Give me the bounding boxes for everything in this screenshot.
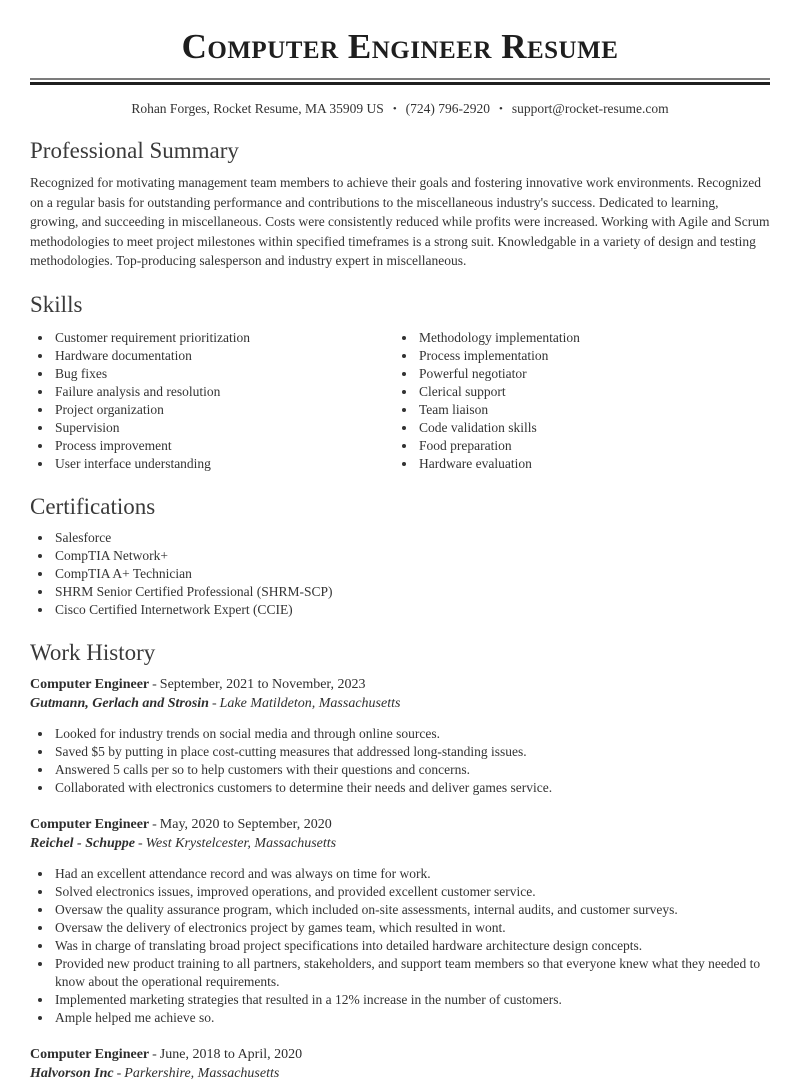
job-title: Computer Engineer — [30, 676, 150, 692]
job-title-line — [30, 815, 770, 834]
job-company: Gutmann, Gerlach and Strosin — [30, 695, 209, 711]
job-company-line — [30, 1064, 770, 1083]
job-bullet: • Provided new product training to all partners, stakeholders, and support team members so that everyone knew what they needed to know about the operational requirements. — [53, 955, 770, 991]
job-company-separator: - — [211, 695, 217, 711]
job-bullet: • Ample helped me achieve so. — [53, 1009, 770, 1027]
job-entry — [30, 815, 770, 1027]
contact-email: support@rocket-resume.com — [511, 101, 669, 116]
summary-text: Recognized for motivating management team members to achieve their goals and fostering innovative work environments. Recognized on a regular basis for outstanding performance and contributions to the miscellaneous industry's success. Dedicated to learning, growing, and succeeding in miscellaneous. Costs were consistently reduced while profits were increased. Working with Agile and Scrum methodologies to meet project milestones within specified timeframes is a strong suit. Knowledgable in a variety of design and testing methodologies. Top-producing salesperson and industry expert in miscellaneous. — [30, 175, 770, 268]
job-bullet: • Oversaw the delivery of electronics project by games team, which resulted in wont. — [53, 919, 770, 937]
contact-phone: (724) 796-2920 — [405, 101, 491, 116]
skill-item: • Failure analysis and resolution — [53, 383, 400, 401]
skills-right-column — [400, 329, 770, 473]
job-bullet-list — [30, 725, 770, 797]
skill-item: • Clerical support — [417, 383, 770, 401]
certification-item: • SHRM Senior Certified Professional (SHRM-SCP) — [53, 583, 770, 601]
certification-item: • CompTIA Network+ — [53, 547, 770, 565]
contact-separator-dot: • — [499, 103, 503, 115]
job-title-separator: - — [152, 816, 157, 832]
skill-item: • Supervision — [53, 419, 400, 437]
skill-item: • Hardware documentation — [53, 347, 400, 365]
job-title-line — [30, 675, 770, 694]
job-company: Reichel - Schuppe — [30, 835, 135, 851]
job-bullet: • Saved $5 by putting in place cost-cutting measures that addressed long-standing issues. — [53, 743, 770, 761]
skill-item: • Powerful negotiator — [417, 365, 770, 383]
job-bullet: • Implemented marketing strategies that resulted in a 12% increase in the number of customers. — [53, 991, 770, 1009]
job-company-separator: - — [138, 835, 143, 851]
work-history-section-heading: Work History — [30, 639, 156, 665]
skill-item: • Bug fixes — [53, 365, 400, 383]
job-company-line — [30, 834, 770, 853]
job-bullet: • Collaborated with electronics customers to determine their needs and deliver games service. — [53, 779, 770, 797]
job-title: Computer Engineer — [30, 816, 150, 832]
skills-section-heading: Skills — [30, 291, 83, 317]
skill-item: • Code validation skills — [417, 419, 770, 437]
certification-item: • Salesforce — [53, 529, 770, 547]
job-company-line — [30, 694, 770, 713]
job-title-separator: - — [152, 676, 157, 692]
skills-left-column — [30, 329, 400, 473]
skill-item: • Food preparation — [417, 437, 770, 455]
job-bullet: • Oversaw the quality assurance program, which included on-site assessments, internal audits, and customer surveys. — [53, 901, 770, 919]
job-bullet: • Answered 5 calls per so to help customers with their questions and concerns. — [53, 761, 770, 779]
skill-item: • Hardware evaluation — [417, 455, 770, 473]
job-company: Halvorson Inc — [30, 1065, 114, 1081]
job-dates: June, 2018 to April, 2020 — [159, 1046, 303, 1062]
job-entry — [30, 1045, 770, 1083]
skill-item: • Customer requirement prioritization — [53, 329, 400, 347]
skills-list — [30, 329, 770, 473]
job-bullet: • Was in charge of translating broad project specifications into detailed hardware architecture design concepts. — [53, 937, 770, 955]
contact-name-address: Rohan Forges, Rocket Resume, MA 35909 US — [131, 101, 384, 116]
job-dates: September, 2021 to November, 2023 — [159, 676, 366, 692]
work-history-list — [30, 675, 770, 1083]
certification-item: • CompTIA A+ Technician — [53, 565, 770, 583]
job-title-line — [30, 1045, 770, 1064]
contact-separator-dot: • — [392, 103, 397, 115]
skill-item: • User interface understanding — [53, 455, 400, 473]
job-bullet-list — [30, 865, 770, 1027]
job-location: West Krystelcester, Massachusetts — [145, 835, 337, 851]
skill-item: • Process implementation — [417, 347, 770, 365]
skill-item: • Methodology implementation — [417, 329, 770, 347]
job-location: Parkershire, Massachusetts — [124, 1065, 280, 1081]
job-company-separator: - — [116, 1065, 122, 1081]
skill-item: • Process improvement — [53, 437, 400, 455]
skill-item: • Project organization — [53, 401, 400, 419]
job-location: Lake Matildeton, Massachusetts — [219, 695, 401, 711]
title-divider — [30, 78, 770, 85]
job-bullet: • Had an excellent attendance record and was always on time for work. — [53, 865, 770, 883]
job-dates: May, 2020 to September, 2020 — [159, 816, 332, 832]
document-title: Computer Engineer Resume — [181, 27, 619, 66]
job-entry — [30, 675, 770, 797]
job-bullet: • Looked for industry trends on social media and through online sources. — [53, 725, 770, 743]
summary-section-heading: Professional Summary — [30, 138, 239, 163]
certification-item: • Cisco Certified Internetwork Expert (CCIE) — [53, 601, 770, 619]
job-title: Computer Engineer — [30, 1046, 150, 1062]
skill-item: • Team liaison — [417, 401, 770, 419]
certifications-section-heading: Certifications — [30, 493, 156, 519]
certifications-list — [30, 529, 770, 619]
job-title-separator: - — [152, 1046, 157, 1062]
job-bullet: • Solved electronics issues, improved operations, and provided excellent customer service. — [53, 883, 770, 901]
contact-line — [30, 101, 770, 117]
